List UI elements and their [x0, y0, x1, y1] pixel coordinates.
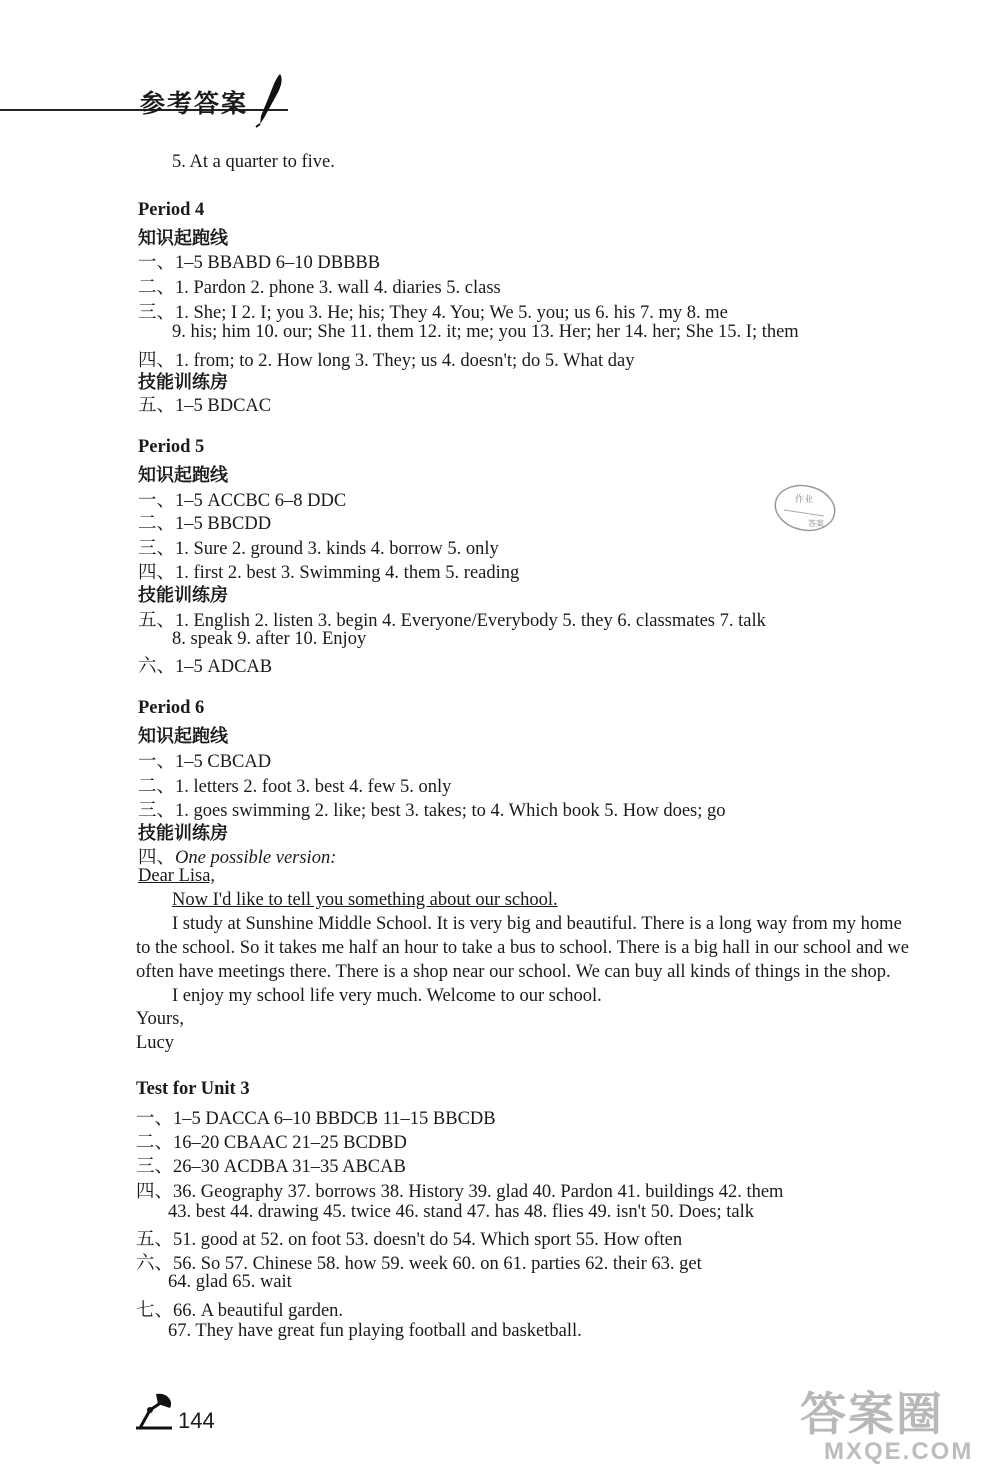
- answer-line: 一、1–5 DACCA 6–10 BBDCB 11–15 BBCDB: [136, 1109, 496, 1129]
- period-5-heading: Period 5: [138, 437, 205, 457]
- letter-paragraph: often have meetings there. There is a shop near our school. We can buy all kinds of things in the shop.: [136, 962, 891, 982]
- letter-paragraph: Now I'd like to tell you something about our school.: [172, 890, 558, 910]
- section-heading: 知识起跑线: [138, 228, 228, 249]
- answer-line: 二、1. Pardon 2. phone 3. wall 4. diaries 5. class: [138, 278, 501, 298]
- answer-line: 8. speak 9. after 10. Enjoy: [172, 629, 367, 649]
- letter-greeting: Dear Lisa,: [138, 866, 216, 886]
- answer-line: 一、1–5 CBCAD: [138, 752, 272, 772]
- section-heading: 技能训练房: [138, 372, 228, 393]
- answer-line: 二、1. letters 2. foot 3. best 4. few 5. only: [138, 777, 452, 797]
- answer-line: 五、51. good at 52. on foot 53. doesn't do 54. Which sport 55. How often: [136, 1230, 683, 1250]
- section-heading: 技能训练房: [138, 585, 228, 606]
- answer-line: 二、1–5 BBCDD: [138, 514, 272, 534]
- answer-line: 五、1–5 BDCAC: [138, 396, 272, 416]
- section-heading: 知识起跑线: [138, 726, 228, 747]
- answer-line: 64. glad 65. wait: [168, 1272, 292, 1292]
- answer-line: 三、26–30 ACDBA 31–35 ABCAB: [136, 1157, 406, 1177]
- answer-line: 一、1–5 BBABD 6–10 DBBBB: [138, 253, 381, 273]
- answer-line: 43. best 44. drawing 45. twice 46. stand 47. has 48. flies 49. isn't 50. Does; talk: [168, 1202, 755, 1222]
- answer-line: 七、66. A beautiful garden.: [136, 1301, 344, 1321]
- answer-line: 67. They have great fun playing football and basketball.: [168, 1321, 582, 1341]
- answer-line: 四、36. Geography 37. borrows 38. History 39. glad 40. Pardon 41. buildings 42. them: [136, 1182, 784, 1202]
- desk-lamp-icon: [132, 1390, 176, 1432]
- answer-line: 一、1–5 ACCBC 6–8 DDC: [138, 491, 347, 511]
- answer-line: 六、56. So 57. Chinese 58. how 59. week 60. on 61. parties 62. their 63. get: [136, 1254, 702, 1274]
- answer-line: 三、1. goes swimming 2. like; best 3. takes; to 4. Which book 5. How does; go: [138, 801, 726, 821]
- answer-line: 5. At a quarter to five.: [172, 152, 335, 172]
- period-6-heading: Period 6: [138, 698, 205, 718]
- letter-paragraph: I study at Sunshine Middle School. It is very big and beautiful. There is a long way from my home: [172, 914, 902, 934]
- answer-line: 六、1–5 ADCAB: [138, 657, 273, 677]
- letter-closing: Yours,: [136, 1009, 184, 1029]
- answer-line: 三、1. Sure 2. ground 3. kinds 4. borrow 5. only: [138, 539, 499, 559]
- letter-paragraph: I enjoy my school life very much. Welcome to our school.: [172, 986, 602, 1006]
- watermark-url: MXQE.COM: [824, 1438, 974, 1465]
- page-number: 144: [178, 1408, 215, 1433]
- section-heading: 技能训练房: [138, 823, 228, 844]
- page-title: 参考答案: [140, 89, 249, 118]
- item-prefix: 四、: [138, 848, 176, 868]
- watermark-logo: 答案圈: [800, 1387, 944, 1441]
- letter-paragraph: to the school. So it takes me half an hour to take a bus to school. There is a big hall in our school and we: [136, 938, 909, 958]
- answer-line: 9. his; him 10. our; She 11. them 12. it; me; you 13. Her; her 14. her; She 15. I; them: [172, 322, 799, 342]
- pen-icon: [252, 72, 286, 128]
- answer-line: 三、1. She; I 2. I; you 3. He; his; They 4. You; We 5. you; us 6. his 7. my 8. me: [138, 303, 728, 323]
- essay-intro: One possible version:: [175, 848, 337, 868]
- answer-line: 四、1. first 2. best 3. Swimming 4. them 5. reading: [138, 563, 520, 583]
- answer-line: 四、1. from; to 2. How long 3. They; us 4. doesn't; do 5. What day: [138, 351, 635, 371]
- period-4-heading: Period 4: [138, 200, 205, 220]
- stamp-text: 作业: [795, 495, 814, 505]
- letter-signature: Lucy: [136, 1033, 175, 1053]
- stamp-text: 答案: [808, 519, 824, 528]
- section-heading: 知识起跑线: [138, 465, 228, 486]
- stamp-icon: [770, 478, 840, 540]
- answer-line: 五、1. English 2. listen 3. begin 4. Everyone/Everybody 5. they 6. classmates 7. talk: [138, 611, 766, 631]
- answer-line: 二、16–20 CBAAC 21–25 BCDBD: [136, 1133, 407, 1153]
- test-heading: Test for Unit 3: [136, 1079, 250, 1099]
